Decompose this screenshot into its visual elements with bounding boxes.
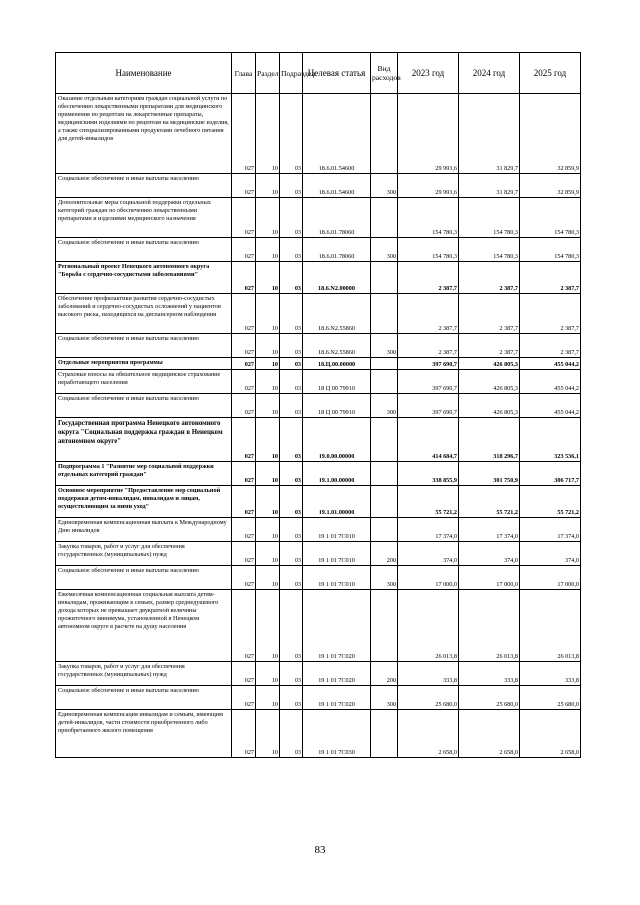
row-2023: 29 993,6 [398, 174, 459, 198]
row-2024: 26 013,8 [459, 590, 520, 662]
table-row [56, 418, 581, 462]
row-2024: 31 829,7 [459, 174, 520, 198]
row-glava: 027 [232, 198, 256, 238]
row-2025: 17 000,0 [520, 566, 581, 590]
header-2025: 2025 год [520, 53, 581, 94]
row-celevaya: 19 1 01 7С020 [303, 590, 371, 662]
table-row [56, 662, 581, 686]
row-2025: 32 859,9 [520, 94, 581, 174]
row-2023: 25 680,0 [398, 686, 459, 710]
row-vid [371, 518, 398, 542]
row-glava: 027 [232, 418, 256, 462]
header-name: Наименование [56, 53, 232, 94]
row-glava: 027 [232, 238, 256, 262]
row-2023: 333,8 [398, 662, 459, 686]
row-2024: 318 296,7 [459, 418, 520, 462]
header-razdel: Раздел [256, 53, 280, 94]
row-razdel: 10 [256, 542, 280, 566]
row-celevaya: 19.1.01.00000 [303, 486, 371, 518]
row-razdel: 10 [256, 418, 280, 462]
table-row [56, 486, 581, 518]
row-razdel: 10 [256, 486, 280, 518]
row-razdel: 10 [256, 710, 280, 758]
row-name: Дополнительные меры социальной поддержки отдельных категорий граждан по обеспечению лекарственными препаратами и изделиями медицинского назначения [56, 198, 232, 238]
row-vid [371, 294, 398, 334]
row-2023: 26 013,8 [398, 590, 459, 662]
row-podrazdel: 03 [280, 686, 303, 710]
row-vid [371, 710, 398, 758]
row-vid [371, 370, 398, 394]
row-name: Социальное обеспечение и иные выплаты населению [56, 394, 232, 418]
table-row [56, 294, 581, 334]
page-number: 83 [314, 844, 326, 856]
row-2025: 55 721,2 [520, 486, 581, 518]
row-name: Социальное обеспечение и иные выплаты населению [56, 238, 232, 262]
row-razdel: 10 [256, 198, 280, 238]
row-vid: 300 [371, 174, 398, 198]
row-vid [371, 262, 398, 294]
row-glava: 027 [232, 518, 256, 542]
row-2023: 397 690,7 [398, 358, 459, 370]
row-name: Страховые взносы на обязательное медицинское страхование неработающего населения [56, 370, 232, 394]
row-glava: 027 [232, 462, 256, 486]
row-celevaya: 18.6.N2.00000 [303, 262, 371, 294]
row-vid [371, 418, 398, 462]
row-2025: 25 680,0 [520, 686, 581, 710]
row-podrazdel: 03 [280, 198, 303, 238]
row-razdel: 10 [256, 262, 280, 294]
row-vid: 300 [371, 686, 398, 710]
row-celevaya: 18.6.01.54600 [303, 94, 371, 174]
row-glava: 027 [232, 590, 256, 662]
row-glava: 027 [232, 334, 256, 358]
table-row [56, 518, 581, 542]
row-razdel: 10 [256, 294, 280, 334]
row-celevaya: 18.6.01.78060 [303, 198, 371, 238]
row-razdel: 10 [256, 462, 280, 486]
row-name: Государственная программа Ненецкого автономного округа "Социальная поддержка граждан в Ненецком автономном округе" [56, 418, 232, 462]
row-2023: 2 387,7 [398, 334, 459, 358]
row-celevaya: 18 Ц 00 79910 [303, 394, 371, 418]
row-glava: 027 [232, 294, 256, 334]
table-row [56, 566, 581, 590]
row-razdel: 10 [256, 370, 280, 394]
row-2024: 2 387,7 [459, 294, 520, 334]
row-razdel: 10 [256, 394, 280, 418]
row-vid [371, 198, 398, 238]
row-podrazdel: 03 [280, 238, 303, 262]
header-celevaya: Целевая статья [303, 53, 371, 94]
row-2023: 338 855,9 [398, 462, 459, 486]
row-2023: 17 374,0 [398, 518, 459, 542]
row-glava: 027 [232, 566, 256, 590]
row-razdel: 10 [256, 518, 280, 542]
row-2025: 2 387,7 [520, 294, 581, 334]
row-vid [371, 462, 398, 486]
row-razdel: 10 [256, 94, 280, 174]
row-glava: 027 [232, 662, 256, 686]
row-2025: 306 717,7 [520, 462, 581, 486]
table-row [56, 334, 581, 358]
table-row [56, 542, 581, 566]
row-celevaya: 19 1 01 7С010 [303, 518, 371, 542]
row-celevaya: 19 1 01 7С030 [303, 710, 371, 758]
table-row [56, 174, 581, 198]
row-2024: 31 829,7 [459, 94, 520, 174]
row-vid: 200 [371, 542, 398, 566]
row-2025: 333,8 [520, 662, 581, 686]
row-celevaya: 19.1.00.00000 [303, 462, 371, 486]
row-vid [371, 486, 398, 518]
row-celevaya: 18.6.N2.55860 [303, 334, 371, 358]
row-vid: 300 [371, 334, 398, 358]
row-2023: 374,0 [398, 542, 459, 566]
table-row [56, 370, 581, 394]
row-glava: 027 [232, 358, 256, 370]
row-2025: 455 044,2 [520, 370, 581, 394]
row-2025: 455 044,2 [520, 358, 581, 370]
row-2025: 26 013,8 [520, 590, 581, 662]
row-2024: 55 721,2 [459, 486, 520, 518]
row-podrazdel: 03 [280, 518, 303, 542]
row-2024: 17 374,0 [459, 518, 520, 542]
row-2025: 323 536,1 [520, 418, 581, 462]
row-name: Оказание отдельным категориям граждан социальной услуги по обеспечению лекарственными препаратами для медицинского применения по рецептам на лекарственные препараты, медицинскими изделиями по рецептам на медицинские изделия, а также специализированными продуктами лечебного питания для детей-инвалидов [56, 94, 232, 174]
row-2025: 17 374,0 [520, 518, 581, 542]
table-row [56, 198, 581, 238]
row-podrazdel: 03 [280, 294, 303, 334]
row-celevaya: 18 Ц 00 79910 [303, 370, 371, 394]
row-razdel: 10 [256, 686, 280, 710]
row-razdel: 10 [256, 174, 280, 198]
row-2025: 154 780,3 [520, 238, 581, 262]
table-row [56, 710, 581, 758]
row-2024: 301 750,9 [459, 462, 520, 486]
row-name: Основное мероприятие "Предоставление мер социальной поддержки детям-инвалидам, инвалидам и лицам, осуществляющим за ними уход" [56, 486, 232, 518]
row-name: Социальное обеспечение и иные выплаты населению [56, 174, 232, 198]
table-row [56, 238, 581, 262]
row-name: Социальное обеспечение и иные выплаты населению [56, 334, 232, 358]
row-name: Единовременная компенсация инвалидам и семьям, имеющим детей-инвалидов, части стоимости приобретенного либо приобретаемого жилого помещения [56, 710, 232, 758]
row-name: Социальное обеспечение и иные выплаты населению [56, 686, 232, 710]
row-2024: 2 387,7 [459, 334, 520, 358]
row-glava: 027 [232, 542, 256, 566]
table-row [56, 462, 581, 486]
row-podrazdel: 03 [280, 486, 303, 518]
row-podrazdel: 03 [280, 418, 303, 462]
row-vid: 300 [371, 394, 398, 418]
header-2024: 2024 год [459, 53, 520, 94]
row-podrazdel: 03 [280, 174, 303, 198]
row-celevaya: 19 1 01 7С020 [303, 662, 371, 686]
row-razdel: 10 [256, 590, 280, 662]
row-podrazdel: 03 [280, 394, 303, 418]
row-2024: 2 387,7 [459, 262, 520, 294]
header-glava: Глава [232, 53, 256, 94]
row-2025: 2 658,0 [520, 710, 581, 758]
row-vid [371, 590, 398, 662]
row-podrazdel: 03 [280, 262, 303, 294]
table-row [56, 590, 581, 662]
row-2024: 2 658,0 [459, 710, 520, 758]
row-podrazdel: 03 [280, 334, 303, 358]
row-podrazdel: 03 [280, 662, 303, 686]
row-2025: 154 780,3 [520, 198, 581, 238]
row-2023: 414 684,7 [398, 418, 459, 462]
row-celevaya: 19 1 01 7С010 [303, 566, 371, 590]
row-celevaya: 19.0.00.00000 [303, 418, 371, 462]
row-name: Ежемесячная компенсационная социальная выплата детям-инвалидам, проживающим в семьях, размер среднедушевого дохода которых не превышает двукратной величины прожиточного минимума, установленной в Ненецком автономном округе в расчете на душу населения [56, 590, 232, 662]
row-2024: 374,0 [459, 542, 520, 566]
row-podrazdel: 03 [280, 566, 303, 590]
row-glava: 027 [232, 262, 256, 294]
header-vid: Вид расходов [371, 53, 398, 94]
row-2023: 17 000,0 [398, 566, 459, 590]
row-celevaya: 19 1 01 7С010 [303, 542, 371, 566]
row-razdel: 10 [256, 238, 280, 262]
row-2023: 2 387,7 [398, 262, 459, 294]
row-2024: 426 805,3 [459, 358, 520, 370]
row-2024: 25 680,0 [459, 686, 520, 710]
row-glava: 027 [232, 486, 256, 518]
row-razdel: 10 [256, 358, 280, 370]
row-vid: 200 [371, 662, 398, 686]
row-vid [371, 358, 398, 370]
row-vid: 300 [371, 238, 398, 262]
row-celevaya: 18.Ц.00.00000 [303, 358, 371, 370]
table-row [56, 686, 581, 710]
row-celevaya: 18.6.01.54600 [303, 174, 371, 198]
row-podrazdel: 03 [280, 590, 303, 662]
row-vid [371, 94, 398, 174]
row-razdel: 10 [256, 566, 280, 590]
row-2025: 455 044,2 [520, 394, 581, 418]
row-2024: 17 000,0 [459, 566, 520, 590]
row-2023: 397 690,7 [398, 370, 459, 394]
row-2023: 154 780,3 [398, 198, 459, 238]
row-2023: 29 993,6 [398, 94, 459, 174]
table-row [56, 262, 581, 294]
row-glava: 027 [232, 370, 256, 394]
row-razdel: 10 [256, 662, 280, 686]
row-name: Единовременная компенсационная выплата к Международному Дню инвалидов [56, 518, 232, 542]
row-podrazdel: 03 [280, 462, 303, 486]
table-body [56, 94, 581, 758]
table-row [56, 394, 581, 418]
row-2024: 154 780,3 [459, 198, 520, 238]
row-glava: 027 [232, 686, 256, 710]
row-2023: 55 721,2 [398, 486, 459, 518]
row-2024: 426 805,3 [459, 370, 520, 394]
row-2023: 397 690,7 [398, 394, 459, 418]
row-2023: 2 387,7 [398, 294, 459, 334]
row-name: Закупка товаров, работ и услуг для обеспечения государственных (муниципальных) нужд [56, 662, 232, 686]
row-name: Закупка товаров, работ и услуг для обеспечения государственных (муниципальных) нужд [56, 542, 232, 566]
row-name: Обеспечение профилактики развития сердечно-сосудистых заболеваний и сердечно-сосудистых осложнений у пациентов высокого риска, находящихся на диспансерном наблюдении [56, 294, 232, 334]
row-celevaya: 18.6.N2.55860 [303, 294, 371, 334]
row-glava: 027 [232, 710, 256, 758]
row-2025: 374,0 [520, 542, 581, 566]
header-podrazdel: Подраздел [280, 53, 303, 94]
row-name: Социальное обеспечение и иные выплаты населению [56, 566, 232, 590]
row-celevaya: 18.6.01.78060 [303, 238, 371, 262]
row-name: Подпрограмма 1 "Развитие мер социальной поддержки отдельных категорий граждан" [56, 462, 232, 486]
row-2025: 2 387,7 [520, 334, 581, 358]
header-2023: 2023 год [398, 53, 459, 94]
budget-table [55, 52, 581, 758]
row-glava: 027 [232, 174, 256, 198]
row-podrazdel: 03 [280, 94, 303, 174]
row-podrazdel: 03 [280, 358, 303, 370]
row-2023: 2 658,0 [398, 710, 459, 758]
row-razdel: 10 [256, 334, 280, 358]
row-vid: 300 [371, 566, 398, 590]
row-name: Отдельные мероприятия программы [56, 358, 232, 370]
row-2025: 2 387,7 [520, 262, 581, 294]
row-podrazdel: 03 [280, 542, 303, 566]
row-2024: 333,8 [459, 662, 520, 686]
row-podrazdel: 03 [280, 710, 303, 758]
table-header-row [56, 53, 581, 94]
row-2024: 154 780,3 [459, 238, 520, 262]
row-name: Региональный проект Ненецкого автономного округа "Борьба с сердечно-сосудистыми заболеваниями" [56, 262, 232, 294]
table-row [56, 94, 581, 174]
row-2023: 154 780,3 [398, 238, 459, 262]
row-2025: 32 859,9 [520, 174, 581, 198]
row-2024: 426 805,3 [459, 394, 520, 418]
row-podrazdel: 03 [280, 370, 303, 394]
row-celevaya: 19 1 01 7С020 [303, 686, 371, 710]
row-glava: 027 [232, 94, 256, 174]
row-glava: 027 [232, 394, 256, 418]
table-row [56, 358, 581, 370]
